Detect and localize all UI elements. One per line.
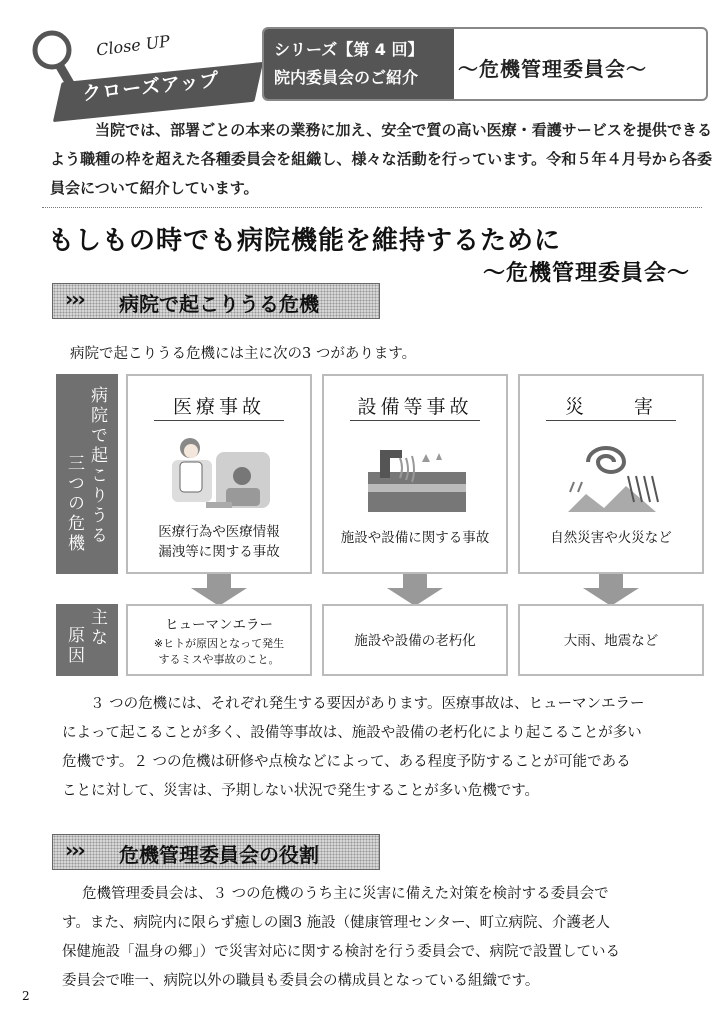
page-subtitle: ～危機管理委員会～ <box>482 261 690 286</box>
cause-text: ヒューマンエラー <box>165 617 273 633</box>
arrow-down-icon <box>581 574 641 606</box>
arrow-down-icon <box>189 574 249 606</box>
risk-description-line1: 医療行為や医療情報 <box>158 524 280 540</box>
cause-card-aging <box>322 604 508 676</box>
nurse-patient-icon <box>166 432 276 522</box>
cause-card-human-error <box>126 604 312 676</box>
row-label-causes-line2: 原因 <box>64 626 84 666</box>
row-label-risks-line1: 病院で起こりうる <box>87 386 107 546</box>
series-header <box>262 27 708 101</box>
page-number: 2 <box>22 989 30 1003</box>
risk-title: 災 害 <box>564 396 657 418</box>
paragraph-line: 保健施設「温身の郷」）で災害対応に関する検討を行う委員会で、病院で設置している <box>62 944 620 960</box>
row-label-risks <box>56 374 118 574</box>
risk-card-medical <box>126 374 312 574</box>
title-underline <box>154 420 284 421</box>
section-heading-role <box>52 834 380 870</box>
section-heading-label: 危機管理委員会の役割 <box>119 843 319 867</box>
series-caption: 院内委員会のご紹介 <box>274 68 419 87</box>
paragraph-line: 危機管理委員会は、３ つの危機のうち主に災害に備えた対策を検討する委員会で <box>82 886 609 902</box>
chevrons-icon: ››› <box>65 287 84 311</box>
cause-text: 施設や設備の老朽化 <box>354 633 476 649</box>
paragraph-line: す。また、病院内に限らず癒しの園3 施設（健康管理センター、町立病院、介護老人 <box>62 915 611 931</box>
close-up-label-ja: クローズアップ <box>81 68 221 106</box>
risk-title: 医療事故 <box>172 396 265 418</box>
arrow-down-icon <box>385 574 445 606</box>
section-heading-label: 病院で起こりうる危機 <box>119 292 319 316</box>
paragraph-line: 危機です。２ つの危機は研修や点検などによって、ある程度予防することが可能である <box>62 754 631 770</box>
series-title: ～危機管理委員会～ <box>458 57 647 81</box>
series-number: シリーズ【第 4 回】 <box>274 40 424 59</box>
paragraph-line: 委員会で唯一、病院以外の職員も委員会の構成員となっている組織です。 <box>62 973 540 989</box>
chevrons-icon: ››› <box>65 838 84 862</box>
paragraph-line: によって起こることが多く、設備等事故は、施設や設備の老朽化により起こることが多い <box>62 725 642 741</box>
storm-icon <box>558 432 668 522</box>
page-title: もしもの時でも病院機能を維持するために <box>48 226 562 256</box>
risk-title: 設備等事故 <box>357 396 473 418</box>
risk-description-line2: 漏洩等に関する事故 <box>158 544 280 560</box>
risk-card-facility <box>322 374 508 574</box>
risk-card-disaster <box>518 374 704 574</box>
row-label-risks-line2: 三つの危機 <box>64 454 84 554</box>
cause-note-line1: ※ヒトが原因となって発生 <box>153 637 285 650</box>
magnifier-icon <box>28 28 86 86</box>
broken-pipe-icon <box>362 432 472 522</box>
cause-text: 大雨、地震など <box>563 633 659 649</box>
paragraph-line: ことに対して、災害は、予期しない状況で発生することが多い危機です。 <box>62 783 540 799</box>
paragraph-line: ３ つの危機には、それぞれ発生する要因があります。医療事故は、ヒューマンエラー <box>90 696 645 712</box>
close-up-label-en: Close UP <box>95 31 171 60</box>
section-lead: 病院で起こりうる危機には主に次の3 つがあります。 <box>70 346 417 362</box>
divider <box>42 207 702 208</box>
cause-card-weather <box>518 604 704 676</box>
risk-description-line1: 自然災害や火災など <box>550 530 672 546</box>
title-underline <box>546 420 676 421</box>
risk-description-line1: 施設や設備に関する事故 <box>340 530 490 546</box>
intro-paragraph: 当院では、部署ごとの本来の業務に加え、安全で質の高い医療・看護サービスを提供できるよう職種の枠を超えた各種委員会を組織し、様々な活動を行っています。令和５年４月号から各委員会について紹介しています。 <box>50 121 712 197</box>
title-underline <box>350 420 480 421</box>
row-label-causes-line1: 主な <box>87 608 107 648</box>
section-heading-risks <box>52 283 380 319</box>
cause-note-line2: するミスや事故のこと。 <box>158 653 280 666</box>
row-label-causes <box>56 604 118 676</box>
